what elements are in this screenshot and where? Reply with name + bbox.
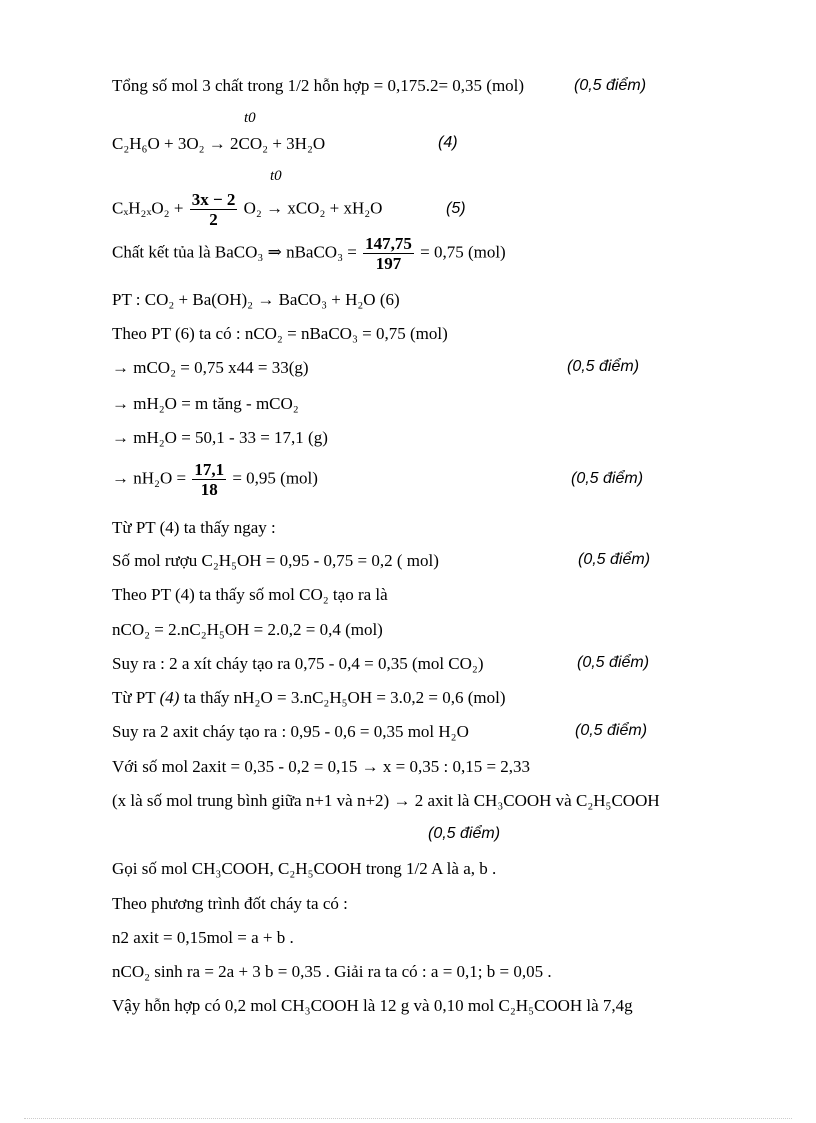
score-label: (0,5 điểm) [577, 654, 650, 671]
fraction: $\frac{3x - 2}{2}$ [191, 190, 236, 229]
line-acid-co2: Suy ra : 2 a xít cháy tạo ra 0,75 - 0,4 = 0,35 (mol CO₂) [112, 654, 484, 673]
line-conclusion: Vậy hỗn hợp có 0,2 mol CH₃COOH là 12 g và 0,10 mol C₂H₅COOH là 7,4g [112, 996, 633, 1015]
line-precipitate: Chất kết tủa là BaCO₃ ⇒ nBaCO₃ = $\frac{147,75}{197}$ = 0,75 (mol) [112, 234, 506, 273]
line-n-axit: n2 axit = 0,15mol = a + b . [112, 928, 294, 947]
line-x-average: Với số mol 2axit = 0,35 - 0,2 = 0,15 → x = 0,35 : 0,15 = 2,33 [112, 757, 531, 776]
line-nco2-solve: nCO₂ sinh ra = 2a + 3 b = 0,35 . Giải ra ta có : a = 0,1; b = 0,05 . [112, 962, 552, 981]
line-theo-pt4: Theo PT (4) ta thấy số mol CO₂ tạo ra là [112, 585, 388, 604]
score-label: (0,5 điểm) [567, 358, 640, 375]
line-nco2: Theo PT (6) ta có : nCO₂ = nBaCO₃ = 0,75 (mol) [112, 324, 448, 343]
line-two-acids: (x là số mol trung bình giữa n+1 và n+2) → 2 axit là CH₃COOH và C₂H₅COOH [112, 791, 660, 810]
line-nh2o: → nH₂O = $\frac{17,1}{18}$ = 0,95 (mol) [112, 460, 318, 499]
line-mco2: → mCO₂ = 0,75 x44 = 33(g) [112, 358, 309, 377]
equation-number-5: (5) [446, 200, 466, 217]
fraction: $\frac{147,75}{197}$ [365, 234, 412, 273]
score-label: (0,5 điểm) [571, 470, 644, 487]
line-total-mol: Tổng số mol 3 chất trong 1/2 hỗn hợp = 0,175.2= 0,35 (mol) [112, 76, 525, 95]
equation-5: CₓH₂ₓO₂ + $\frac{3x - 2}{2}$ O₂ → xCO₂ + xH₂O [112, 190, 383, 229]
page-bottom-divider [24, 1118, 792, 1119]
equation-number-4: (4) [438, 134, 458, 151]
score-label: (0,5 điểm) [574, 77, 647, 94]
line-nco2-ethanol: nCO₂ = 2.nC₂H₅OH = 2.0,2 = 0,4 (mol) [112, 620, 383, 639]
reaction-condition-t0: t0 [244, 110, 256, 126]
line-nh2o-ethanol: Từ PT (4) ta thấy nH₂O = 3.nC₂H₅OH = 3.0,2 = 0,6 (mol) [112, 688, 506, 707]
fraction: $\frac{17,1}{18}$ [194, 460, 225, 499]
score-label: (0,5 điểm) [575, 722, 648, 739]
line-mh2o-value: → mH₂O = 50,1 - 33 = 17,1 (g) [112, 428, 328, 447]
line-from-pt4: Từ PT (4) ta thấy ngay : [112, 518, 276, 537]
score-label: (0,5 điểm) [428, 825, 501, 842]
score-label: (0,5 điểm) [578, 551, 651, 568]
equation-4: C₂H₆O + 3O₂ → 2CO₂ + 3H₂O [112, 134, 326, 153]
line-mh2o-formula: → mH₂O = m tăng - mCO₂ [112, 394, 299, 413]
reaction-condition-t0: t0 [270, 168, 282, 184]
equation-6: PT : CO₂ + Ba(OH)₂ → BaCO₃ + H₂O (6) [112, 290, 400, 309]
line-acid-h2o: Suy ra 2 axit cháy tạo ra : 0,95 - 0,6 = 0,35 mol H₂O [112, 722, 469, 741]
line-goi-so-mol: Gọi số mol CH₃COOH, C₂H₅COOH trong 1/2 A là a, b . [112, 859, 497, 878]
line-mol-ruou: Số mol rượu C₂H₅OH = 0,95 - 0,75 = 0,2 ( mol) [112, 551, 439, 570]
line-theo-phuong-trinh: Theo phương trình đốt cháy ta có : [112, 894, 348, 913]
